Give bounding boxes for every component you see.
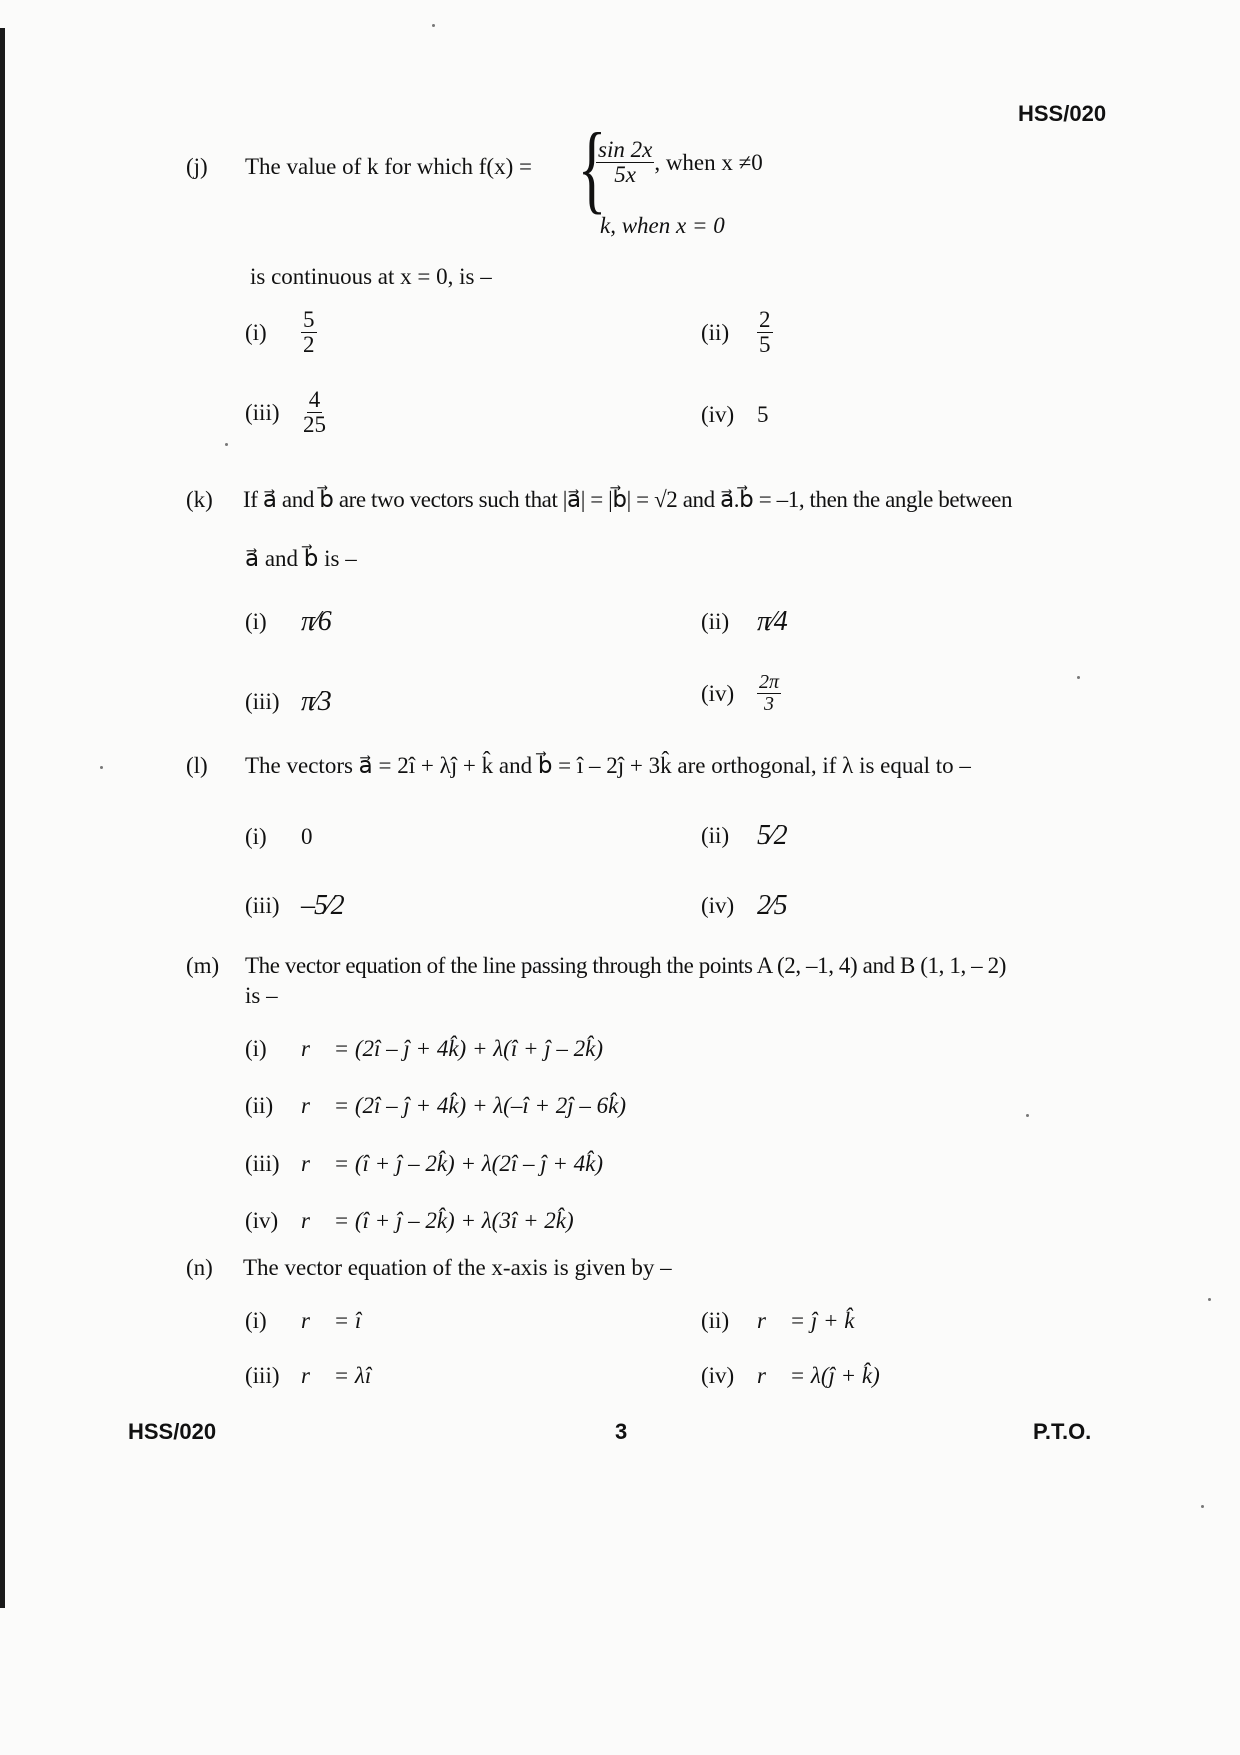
option-iv[interactable] xyxy=(245,1208,574,1234)
option-iii[interactable] xyxy=(245,388,328,437)
scan-speck xyxy=(1026,1114,1029,1117)
option-label: (iv) xyxy=(701,402,735,427)
option-ii[interactable] xyxy=(701,308,773,357)
option-value: r⃗ = (2î – ĵ + 4k̂) + λ(î + ĵ – 2k̂) xyxy=(301,1036,603,1061)
option-label: (iv) xyxy=(245,1208,279,1233)
scan-speck xyxy=(100,766,103,769)
option-value: r⃗ = (2î – ĵ + 4k̂) + λ(–î + 2ĵ – 6k̂) xyxy=(301,1093,626,1118)
question-stem: If a⃗ and b⃗ are two vectors such that |a⃗| = |b⃗| = √2 and a⃗.b⃗ = –1, then the angle between xyxy=(243,487,1013,512)
scan-speck xyxy=(225,443,228,446)
scan-speck xyxy=(1201,1505,1204,1508)
option-numerator: 5 xyxy=(303,307,315,332)
option-label: (ii) xyxy=(701,823,730,848)
option-denominator: 2 xyxy=(303,332,315,358)
option-value: π⁄3 xyxy=(301,686,331,717)
option-i[interactable] xyxy=(245,1036,603,1062)
option-value: r⃗ = (î + ĵ – 2k̂) + λ(2î – ĵ + 4k̂) xyxy=(301,1151,603,1176)
question-label: (m) xyxy=(186,953,220,978)
option-label: (i) xyxy=(245,1036,267,1061)
option-iv[interactable] xyxy=(701,402,769,428)
option-denominator: 25 xyxy=(303,412,326,438)
question-label: (l) xyxy=(186,753,208,778)
option-value: r⃗ = λî xyxy=(301,1363,372,1388)
question-stem: The vectors a⃗ = 2î + λĵ + k̂ and b⃗ = î – 2ĵ + 3k̂ are orthogonal, if λ is equal to – xyxy=(245,753,971,778)
question-label: (j) xyxy=(186,154,208,179)
piecewise-case-1 xyxy=(596,138,763,187)
option-value: π⁄4 xyxy=(757,606,787,637)
pto-marker: P.T.O. xyxy=(1033,1419,1092,1444)
case-numerator: sin 2x xyxy=(598,137,653,162)
option-label: (iii) xyxy=(245,399,280,425)
option-label: (ii) xyxy=(245,1093,274,1118)
option-label: (ii) xyxy=(701,1308,730,1333)
option-label: (ii) xyxy=(701,609,730,634)
scan-edge xyxy=(0,28,5,1608)
option-ii[interactable] xyxy=(701,820,787,852)
option-label: (ii) xyxy=(701,319,730,345)
option-label: (i) xyxy=(245,1308,267,1333)
question-stem-continued: is continuous at x = 0, is – xyxy=(250,264,492,289)
question-stem: The value of k for which f(x) = xyxy=(245,154,532,179)
option-label: (iii) xyxy=(245,893,280,918)
option-i[interactable] xyxy=(245,606,331,638)
option-value: 5 xyxy=(757,402,769,427)
option-label: (i) xyxy=(245,609,267,634)
option-i[interactable] xyxy=(245,308,317,357)
option-value: r⃗ = ĵ + k̂ xyxy=(757,1308,855,1333)
option-label: (iv) xyxy=(701,1363,735,1388)
option-ii[interactable] xyxy=(701,1308,854,1334)
option-value: r⃗ = λ(ĵ + k̂) xyxy=(757,1363,880,1388)
question-stem-continued: is – xyxy=(245,983,278,1008)
question-label: (n) xyxy=(186,1255,213,1280)
scan-speck xyxy=(432,24,435,27)
page-number: 3 xyxy=(615,1419,628,1444)
case-condition: , when x ≠0 xyxy=(654,149,763,175)
option-label: (i) xyxy=(245,319,267,345)
option-value: π⁄6 xyxy=(301,606,331,637)
scan-speck xyxy=(1208,1298,1211,1301)
footer-paper-code: HSS/020 xyxy=(128,1419,217,1444)
option-numerator: 2π xyxy=(759,671,780,693)
question-stem: The vector equation of the line passing through the points A (2, –1, 4) and B (1, 1, – 2) xyxy=(245,953,1006,978)
option-denominator: 5 xyxy=(759,332,771,358)
option-label: (iii) xyxy=(245,689,280,714)
option-label: (iv) xyxy=(701,893,735,918)
question-label: (k) xyxy=(186,487,213,512)
question-stem: The vector equation of the x-axis is given by – xyxy=(243,1255,672,1280)
option-iv[interactable] xyxy=(701,1363,880,1389)
option-value: –5⁄2 xyxy=(301,890,344,921)
option-iv[interactable] xyxy=(701,672,781,715)
question-stem-continued: a⃗ and b⃗ is – xyxy=(245,546,357,571)
option-value: 2⁄5 xyxy=(757,890,787,921)
scan-speck xyxy=(1077,676,1080,679)
option-iii[interactable] xyxy=(245,1363,371,1389)
option-iii[interactable] xyxy=(245,1151,603,1177)
case-denominator: 5x xyxy=(614,162,637,188)
option-i[interactable] xyxy=(245,824,313,850)
option-iii[interactable] xyxy=(245,890,344,922)
option-label: (i) xyxy=(245,824,267,849)
option-label: (iii) xyxy=(245,1363,280,1388)
option-iv[interactable] xyxy=(701,890,787,922)
piecewise-case-2: k, when x = 0 xyxy=(600,213,725,238)
option-denominator: 3 xyxy=(764,693,775,715)
brace-symbol: { xyxy=(577,112,607,223)
option-iii[interactable] xyxy=(245,686,331,718)
header-paper-code: HSS/020 xyxy=(1018,101,1107,126)
option-label: (iv) xyxy=(701,680,735,706)
option-numerator: 2 xyxy=(759,307,771,332)
option-ii[interactable] xyxy=(701,606,787,638)
option-numerator: 4 xyxy=(308,387,321,412)
option-value: r⃗ = (î + ĵ – 2k̂) + λ(3î + 2k̂) xyxy=(301,1208,574,1233)
option-value: r⃗ = î xyxy=(301,1308,362,1333)
option-ii[interactable] xyxy=(245,1093,626,1119)
option-value: 0 xyxy=(301,824,313,849)
option-label: (iii) xyxy=(245,1151,280,1176)
option-value: 5⁄2 xyxy=(757,820,787,851)
option-i[interactable] xyxy=(245,1308,361,1334)
